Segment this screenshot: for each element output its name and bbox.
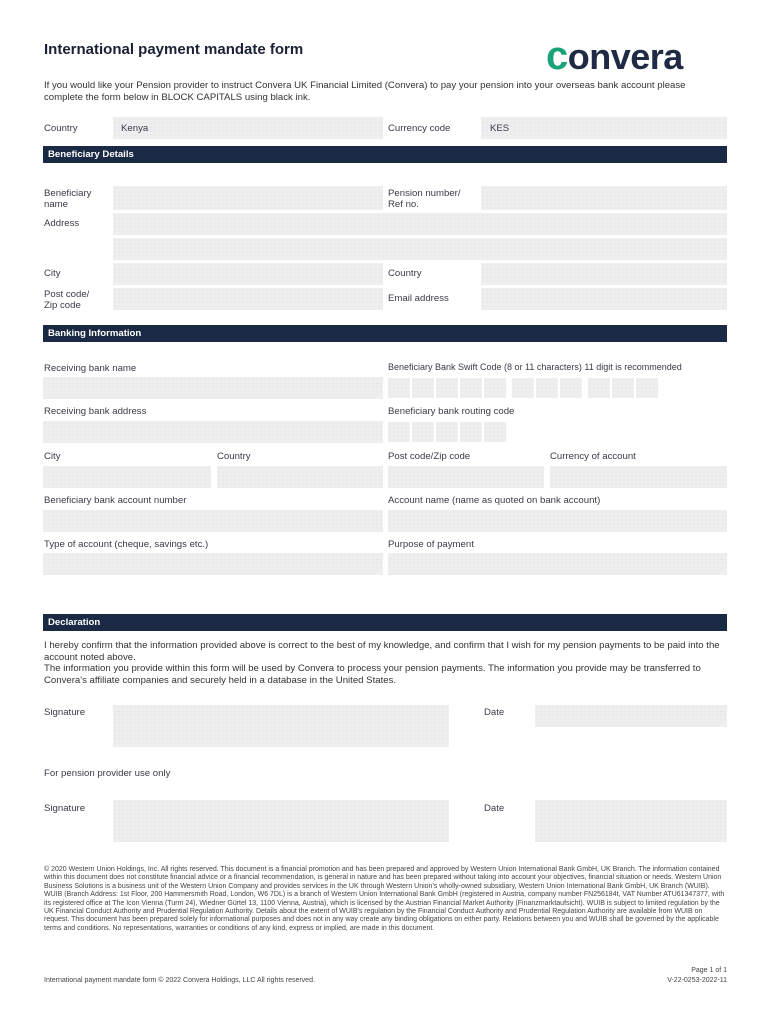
- swift-cell[interactable]: [460, 378, 482, 398]
- receiving-bank-address-field[interactable]: [43, 421, 383, 443]
- swift-cell[interactable]: [512, 378, 534, 398]
- bank-postcode-field[interactable]: [388, 466, 544, 488]
- account-number-field[interactable]: [43, 510, 383, 532]
- purpose-field[interactable]: [388, 553, 727, 575]
- account-name-field[interactable]: [388, 510, 727, 532]
- intro-text: If you would like your Pension provider to instruct Convera UK Financial Limited (Convera) to pay your pension into your overseas bank account please complete the form below in BLOCK CAPITALS using black ink.: [44, 80, 686, 103]
- swift-cell[interactable]: [484, 378, 506, 398]
- bank-country-field[interactable]: [217, 466, 383, 488]
- beneficiary-details-heading: Beneficiary Details: [43, 146, 727, 163]
- page-title: International payment mandate form: [44, 41, 304, 58]
- declaration-text-1: I hereby confirm that the information provided above is correct to the best of my knowledge, and confirm that I wish for my pension payments to be paid into the account noted above.: [44, 640, 720, 663]
- signature-label: Signature: [44, 707, 86, 718]
- postcode-field[interactable]: [113, 288, 383, 310]
- swift-cell[interactable]: [536, 378, 558, 398]
- routing-code-cells: [388, 422, 512, 442]
- provider-signature-field[interactable]: [113, 800, 449, 842]
- version-code: V-22-0253-2022-11: [667, 977, 727, 984]
- swift-code-cells: [388, 378, 658, 398]
- receiving-bank-name-field[interactable]: [43, 377, 383, 399]
- account-type-field[interactable]: [43, 553, 383, 575]
- swift-cell[interactable]: [436, 378, 458, 398]
- receiving-bank-name-label: Receiving bank name: [44, 363, 137, 374]
- account-currency-label: Currency of account: [550, 451, 636, 462]
- account-name-label: Account name (name as quoted on bank account): [388, 495, 601, 506]
- swift-cell[interactable]: [412, 378, 434, 398]
- swift-cell[interactable]: [588, 378, 610, 398]
- pension-number-label: [388, 188, 461, 210]
- routing-code-label: Beneficiary bank routing code: [388, 406, 515, 417]
- address-field-line1[interactable]: [113, 213, 727, 235]
- date-label: Date: [484, 707, 505, 718]
- country-label-2: Country: [388, 268, 422, 279]
- postcode-label: [44, 289, 89, 311]
- city-field[interactable]: [113, 263, 383, 285]
- bank-postcode-label: Post code/Zip code: [388, 451, 471, 462]
- country-field[interactable]: [113, 117, 383, 139]
- footer-copyright: International payment mandate form © 2022 Convera Holdings, LLC All rights reserved.: [44, 977, 315, 984]
- provider-use-heading: For pension provider use only: [44, 768, 171, 779]
- account-currency-field[interactable]: [550, 466, 727, 488]
- address-label: Address: [44, 218, 80, 229]
- provider-date-field[interactable]: [535, 800, 727, 842]
- email-label: Email address: [388, 293, 449, 304]
- bank-city-field[interactable]: [43, 466, 211, 488]
- beneficiary-name-field[interactable]: [113, 186, 383, 210]
- swift-cell[interactable]: [388, 378, 410, 398]
- swift-cell[interactable]: [612, 378, 634, 398]
- beneficiary-name-label: [44, 188, 91, 210]
- signature-field[interactable]: [113, 705, 449, 747]
- beneficiary-name-label-line1: Beneficiary: [44, 188, 92, 199]
- swift-cell[interactable]: [636, 378, 658, 398]
- country-field-2[interactable]: [481, 263, 727, 285]
- routing-cell[interactable]: [484, 422, 506, 442]
- swift-code-label: Beneficiary Bank Swift Code (8 or 11 characters) 11 digit is recommended: [388, 362, 682, 372]
- page-number: Page 1 of 1: [691, 967, 727, 974]
- address-field-line2[interactable]: [113, 238, 727, 260]
- date-field[interactable]: [535, 705, 727, 727]
- pension-number-label-line2: Ref no.: [388, 199, 419, 210]
- bank-city-label: City: [44, 451, 61, 462]
- provider-signature-label: Signature: [44, 803, 86, 814]
- email-field[interactable]: [481, 288, 727, 310]
- country-value: Kenya: [121, 123, 149, 134]
- declaration-text: [44, 640, 728, 686]
- postcode-label-line2: Zip code: [44, 300, 81, 311]
- postcode-label-line1: Post code/: [44, 289, 90, 300]
- currency-code-label: Currency code: [388, 123, 451, 134]
- currency-code-field[interactable]: [481, 117, 727, 139]
- declaration-text-2: The information you provide within this form will be used by Convera to process your pension payments. The information you provide may be transferred to Convera's affiliate companies and securely held in a database in the United States.: [44, 663, 701, 686]
- declaration-heading: Declaration: [43, 614, 727, 631]
- banking-information-heading: Banking Information: [43, 325, 727, 342]
- routing-cell[interactable]: [460, 422, 482, 442]
- convera-logo: convera: [546, 34, 683, 78]
- routing-cell[interactable]: [436, 422, 458, 442]
- purpose-label: Purpose of payment: [388, 539, 474, 550]
- receiving-bank-address-label: Receiving bank address: [44, 406, 147, 417]
- beneficiary-name-label-line2: name: [44, 199, 68, 210]
- account-type-label: Type of account (cheque, savings etc.): [44, 539, 209, 550]
- swift-cell[interactable]: [560, 378, 582, 398]
- city-label: City: [44, 268, 61, 279]
- pension-number-field[interactable]: [481, 186, 727, 210]
- routing-cell[interactable]: [412, 422, 434, 442]
- account-number-label: Beneficiary bank account number: [44, 495, 187, 506]
- bank-country-label: Country: [217, 451, 251, 462]
- routing-cell[interactable]: [388, 422, 410, 442]
- legal-disclaimer: © 2020 Western Union Holdings, Inc. All rights reserved. This document is a financial promotion and has been prepared and approved by Western Union International Bank GmbH, UK Branch. The information contained within this document does not constitute financial advice or a financial recommendation, is general in nature and has been prepared without taking into account your objectives, financial situation or needs. Western Union Business Solutions is a business unit of the Western Union Company and provides services in the UK through Western Union's wholly-owned subsidiary, Western Union International Bank GmbH, UK Branch (WUIB). WUIB (Branch Address: 1st Floor, 200 Hammersmith Road, London, W6 7DL) is a branch of Western Union International Bank GmbH (registered in Austria, company number FN256184t, VAT Number ATU61347377, with its registered office at The Icon Vienna (Turm 24), Wiedner Gürtel 13, 1100 Vienna, Austria), which is licensed by the Austrian Financial Market Authority (Finanzmarktaufsicht). WUIB is subject to limited regulation by the UK Financial Conduct Authority and Prudential Regulation Authority. Details about the extent of WUIB's regulation by the Financial Conduct Authority and Prudential Regulation Authority are available from WUIB on request. This document has been prepared solely for informational purposes and does not in any way create any binding obligations on either party. Relations between you and WUIB shall be governed by the applicable terms and conditions. No representations, warranties or conditions of any kind, express or implied, are made in this document.: [44, 866, 725, 932]
- currency-code-value: KES: [490, 123, 510, 134]
- country-label: Country: [44, 123, 78, 134]
- pension-number-label-line1: Pension number/: [388, 188, 461, 199]
- provider-date-label: Date: [484, 803, 505, 814]
